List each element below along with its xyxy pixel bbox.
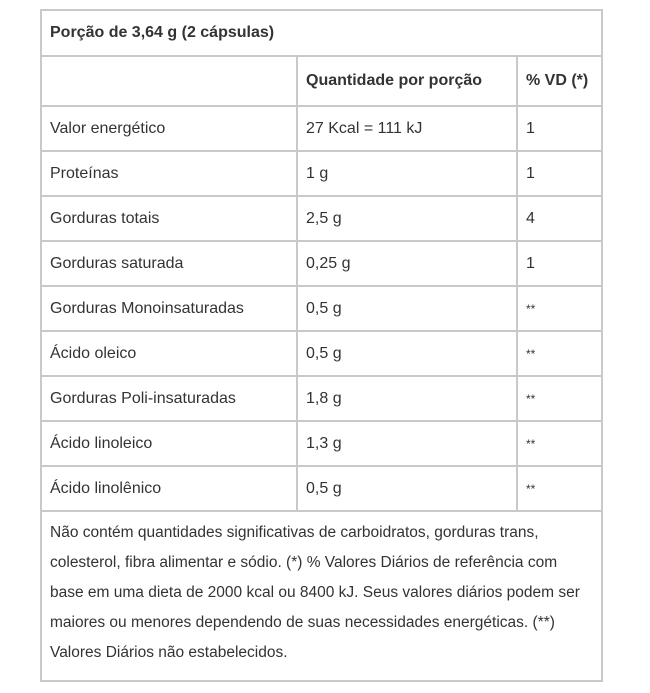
nutrient-name: Gorduras Monoinsaturadas [41, 286, 297, 331]
table-row [41, 151, 602, 196]
nutrient-name: Valor energético [41, 106, 297, 151]
nutrient-name: Gorduras Poli-insaturadas [41, 376, 297, 421]
table-row [41, 331, 602, 376]
nutrient-quantity: 0,5 g [297, 331, 517, 376]
table-row [41, 106, 602, 151]
header-quantity: Quantidade por porção [297, 56, 517, 106]
nutrient-name: Gorduras totais [41, 196, 297, 241]
nutrient-quantity: 1,3 g [297, 421, 517, 466]
nutrient-daily-value: ** [517, 376, 602, 421]
nutrient-quantity: 0,5 g [297, 466, 517, 511]
nutrient-quantity: 1,8 g [297, 376, 517, 421]
header-daily-value: % VD (*) [517, 56, 602, 106]
footnote-text: Não contém quantidades significativas de carboidratos, gorduras trans, colesterol, fibra alimentar e sódio. (*) % Valores Diários de referência com base em uma dieta de 2000 kcal ou 8400 kJ. Seus valores diários podem ser maiores ou menores dependendo de suas necessidades energéticas. (**) Valores Diários não estabelecidos. [41, 511, 602, 681]
table-row [41, 196, 602, 241]
table-row [41, 376, 602, 421]
table-row [41, 421, 602, 466]
nutrient-daily-value: 1 [517, 151, 602, 196]
nutrient-name: Ácido linolênico [41, 466, 297, 511]
nutrient-name: Ácido oleico [41, 331, 297, 376]
nutrient-daily-value: 1 [517, 241, 602, 286]
nutrient-quantity: 0,5 g [297, 286, 517, 331]
nutrient-daily-value: ** [517, 466, 602, 511]
nutrient-daily-value: 4 [517, 196, 602, 241]
footnote-row [41, 511, 602, 681]
table-row [41, 286, 602, 331]
nutrient-quantity: 2,5 g [297, 196, 517, 241]
nutrition-facts-table [40, 9, 603, 682]
nutrient-name: Gorduras saturada [41, 241, 297, 286]
nutrient-daily-value: ** [517, 421, 602, 466]
nutrient-quantity: 0,25 g [297, 241, 517, 286]
nutrient-daily-value: 1 [517, 106, 602, 151]
nutrient-quantity: 1 g [297, 151, 517, 196]
table-row [41, 466, 602, 511]
nutrient-quantity: 27 Kcal = 111 kJ [297, 106, 517, 151]
table-row [41, 241, 602, 286]
serving-title: Porção de 3,64 g (2 cápsulas) [41, 10, 602, 56]
header-nutrient [41, 56, 297, 106]
nutrient-daily-value: ** [517, 331, 602, 376]
nutrient-daily-value: ** [517, 286, 602, 331]
serving-title-row [41, 10, 602, 56]
nutrient-name: Proteínas [41, 151, 297, 196]
header-row [41, 56, 602, 106]
nutrient-name: Ácido linoleico [41, 421, 297, 466]
